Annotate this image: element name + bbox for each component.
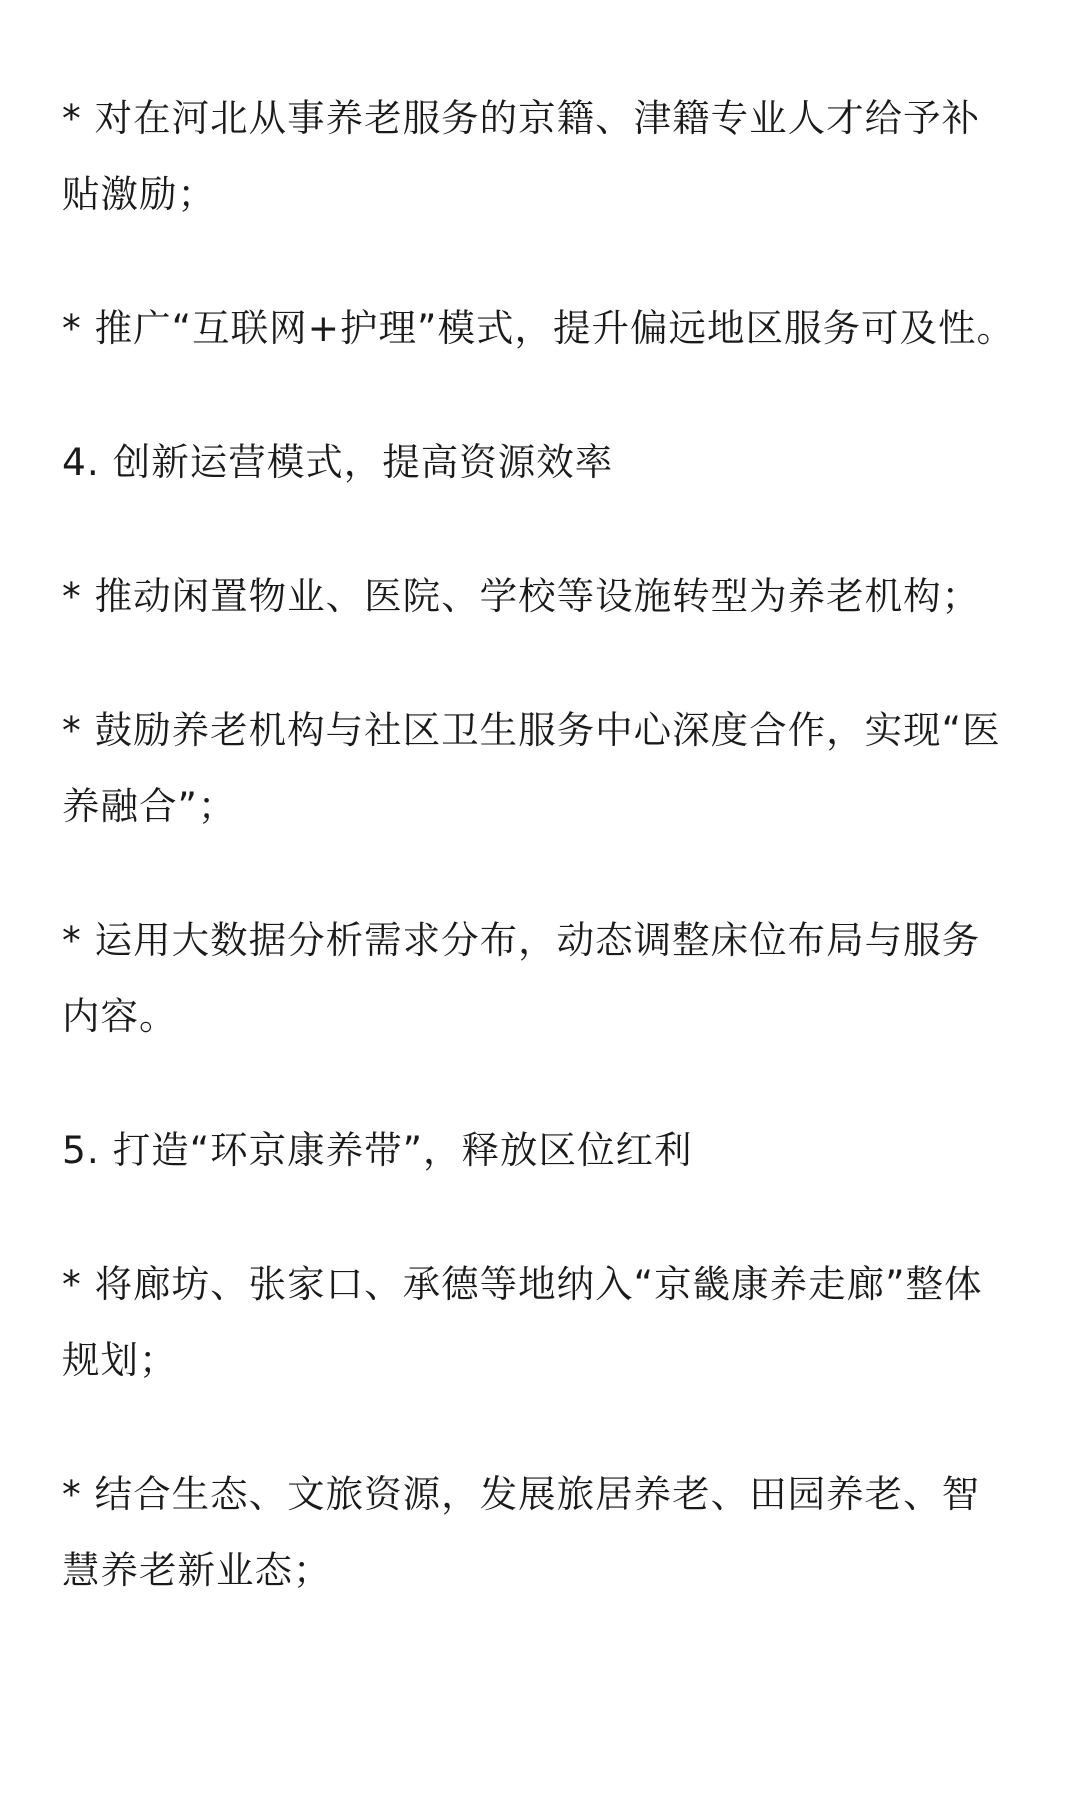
bullet-big-data: * 运用大数据分析需求分布，动态调整床位布局与服务内容。 [62,918,981,1038]
section-heading-4: 4. 创新运营模式，提高资源效率 [62,440,614,484]
bullet-new-formats: * 结合生态、文旅资源，发展旅居养老、田园养老、智慧养老新业态； [62,1472,981,1592]
bullet-talent-subsidy: * 对在河北从事养老服务的京籍、津籍专业人才给予补贴激励； [62,96,981,216]
section-heading-5: 5. 打造“环京康养带”，释放区位红利 [62,1128,693,1172]
bullet-internet-nursing: * 推广“互联网+护理”模式，提升偏远地区服务可及性。 [62,306,1015,350]
bullet-idle-facilities: * 推动闲置物业、医院、学校等设施转型为养老机构； [62,574,981,618]
bullet-corridor-planning: * 将廊坊、张家口、承德等地纳入“京畿康养走廊”整体规划； [62,1262,983,1382]
bullet-medical-care-integration: * 鼓励养老机构与社区卫生服务中心深度合作，实现“医养融合”； [62,708,1001,828]
